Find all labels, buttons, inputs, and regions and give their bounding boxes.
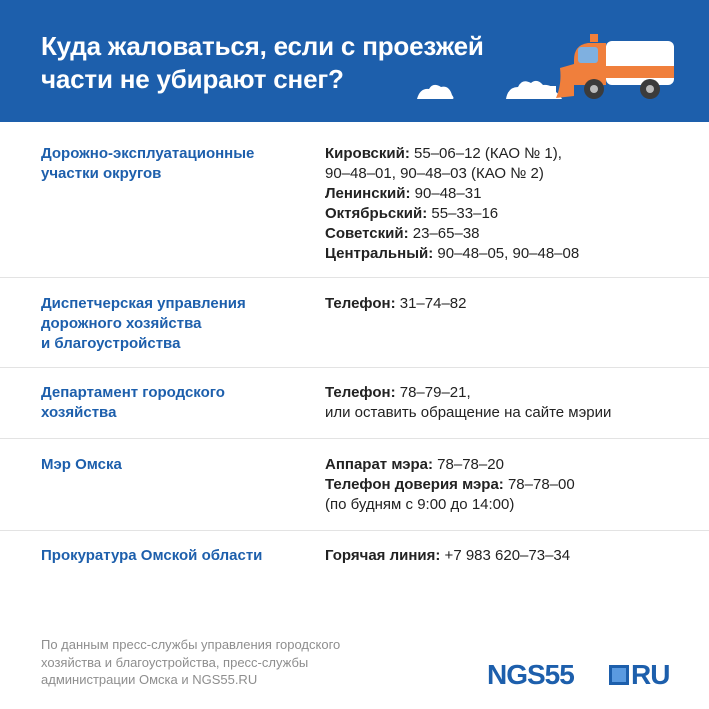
logo-text-ngs: NGS55 bbox=[487, 659, 574, 690]
note-line: По данным пресс-службы управления городского bbox=[41, 637, 341, 652]
snowplow-truck-illustration bbox=[0, 0, 709, 122]
info-line: Кировский: 55–06–12 (КАО № 1), bbox=[325, 145, 562, 162]
ngs55-logo bbox=[487, 659, 677, 690]
info-line: Советский: 23–65–38 bbox=[325, 225, 480, 242]
label-line: хозяйства bbox=[41, 404, 117, 421]
label-line: Диспетчерская управления bbox=[41, 295, 246, 312]
label-line: дорожного хозяйства bbox=[41, 315, 202, 332]
info-line: Ленинский: 90–48–31 bbox=[325, 185, 482, 202]
row-label bbox=[41, 294, 291, 354]
label-line: Мэр Омска bbox=[41, 456, 122, 473]
row-info bbox=[325, 144, 685, 264]
title-line-1: Куда жаловаться, если с проезжей bbox=[41, 31, 484, 61]
info-line: 90–48–01, 90–48–03 (КАО № 2) bbox=[325, 165, 544, 182]
info-line: Телефон: 31–74–82 bbox=[325, 295, 467, 312]
contact-row-city-department bbox=[0, 368, 709, 439]
label-line: Дорожно-эксплуатационные bbox=[41, 145, 255, 162]
contact-row-road-maintenance bbox=[0, 122, 709, 278]
info-line: Аппарат мэра: 78–78–20 bbox=[325, 456, 504, 473]
info-line: или оставить обращение на сайте мэрии bbox=[325, 404, 612, 421]
row-label bbox=[41, 546, 321, 566]
row-info bbox=[325, 294, 685, 314]
info-line: (по будням с 9:00 до 14:00) bbox=[325, 496, 515, 513]
contact-row-prosecutor bbox=[0, 531, 709, 581]
row-label bbox=[41, 455, 291, 475]
info-line: Телефон доверия мэра: 78–78–00 bbox=[325, 476, 575, 493]
note-line: администрации Омска и NGS55.RU bbox=[41, 672, 258, 687]
row-info bbox=[325, 546, 685, 566]
source-note bbox=[41, 636, 441, 689]
label-line: участки округов bbox=[41, 165, 162, 182]
contact-row-dispatch bbox=[0, 278, 709, 368]
header-banner bbox=[0, 0, 709, 122]
row-label bbox=[41, 383, 291, 423]
label-line: Департамент городского bbox=[41, 384, 225, 401]
info-line: Горячая линия: +7 983 620–73–34 bbox=[325, 547, 571, 564]
label-line: и благоустройства bbox=[41, 335, 181, 352]
title-line-2: части не убирают снег? bbox=[41, 64, 344, 94]
info-line: Центральный: 90–48–05, 90–48–08 bbox=[325, 245, 580, 262]
label-line: Прокуратура Омской области bbox=[41, 547, 263, 564]
row-label bbox=[41, 144, 291, 184]
info-line: Октябрьский: 55–33–16 bbox=[325, 205, 499, 222]
info-line: Телефон: 78–79–21, bbox=[325, 384, 471, 401]
logo-text-ru: RU bbox=[631, 659, 670, 690]
contact-row-mayor bbox=[0, 439, 709, 531]
note-line: хозяйства и благоустройства, пресс-службы bbox=[41, 654, 309, 670]
contacts-table bbox=[0, 122, 709, 581]
row-info bbox=[325, 383, 685, 423]
logo-square-icon bbox=[609, 665, 629, 685]
row-info bbox=[325, 455, 685, 515]
